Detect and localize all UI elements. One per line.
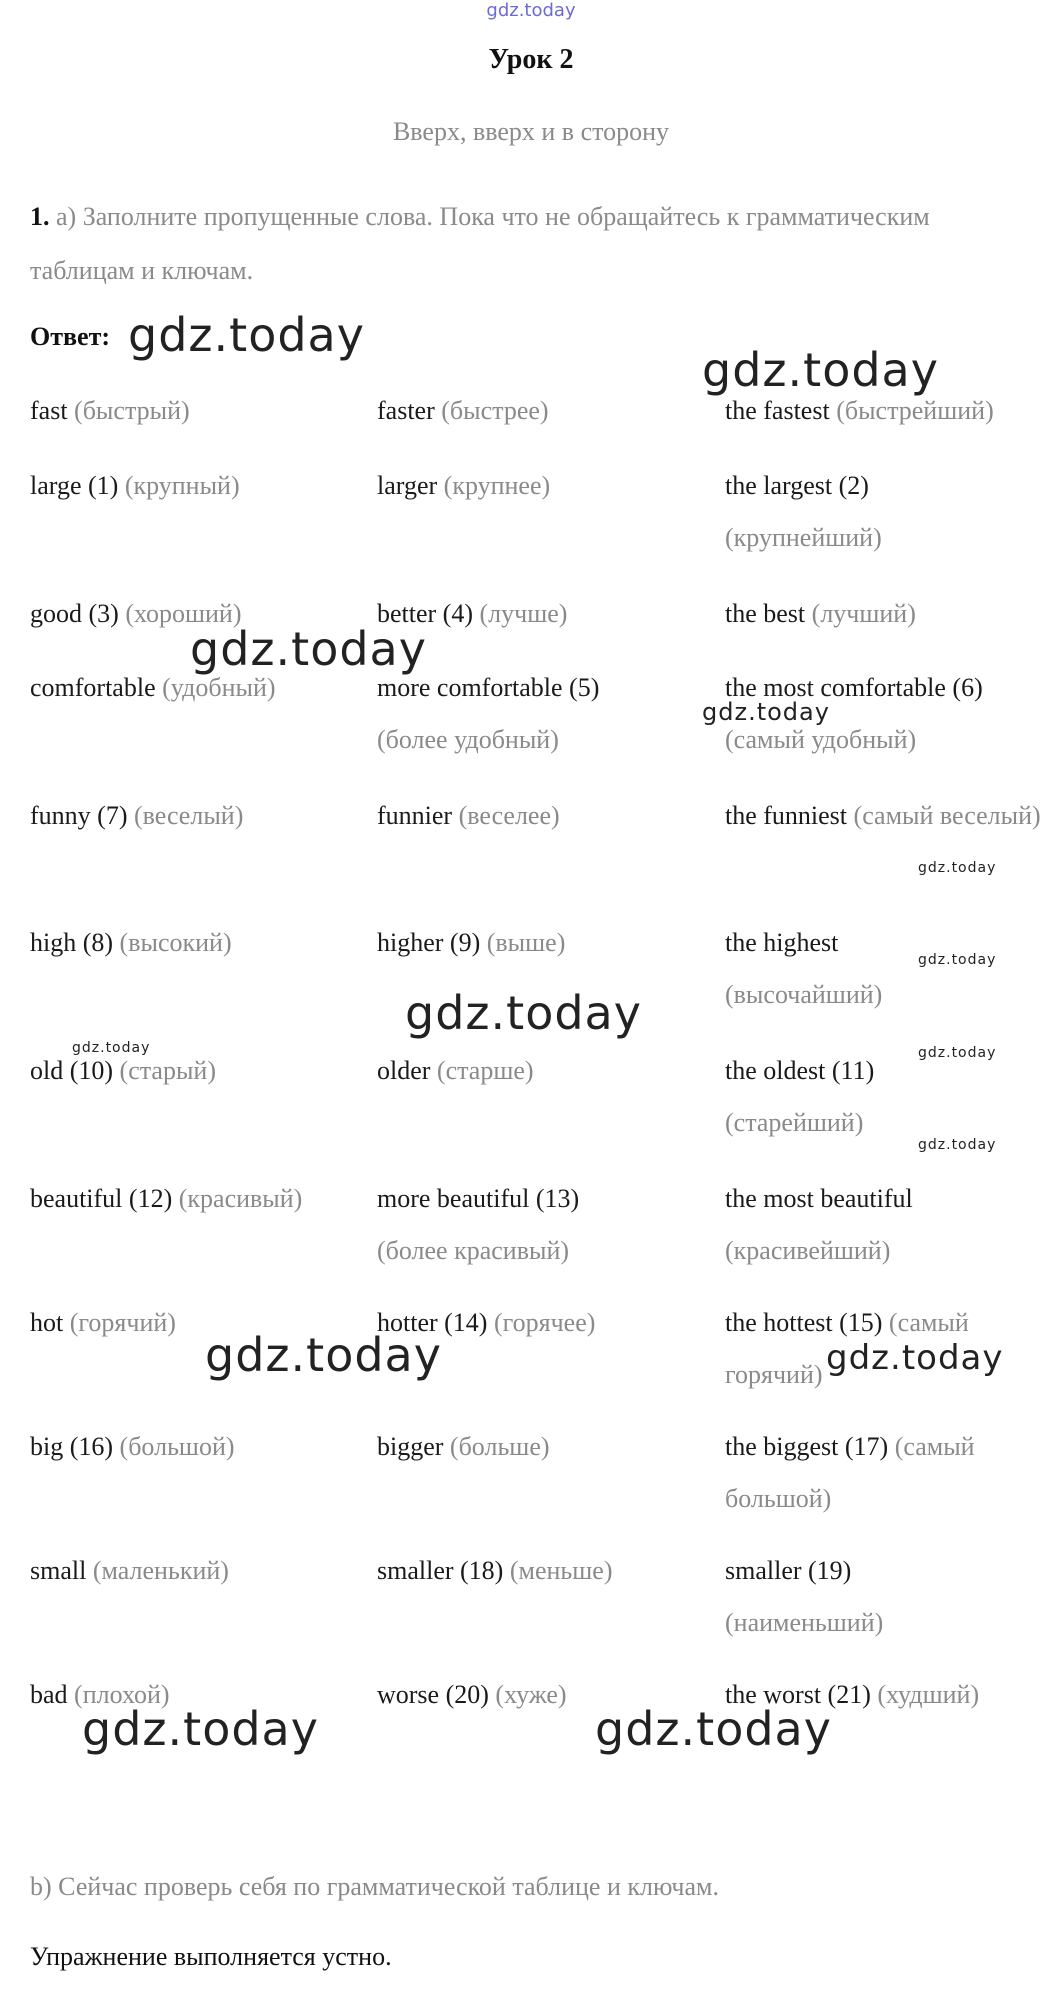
cell-comparative: larger (крупнее): [377, 471, 551, 500]
table-row: [30, 1421, 1050, 1513]
cell-comparative: hotter (14) (горячее): [377, 1308, 596, 1337]
watermark-overlay: gdz.today: [72, 1040, 151, 1056]
cell-superlative: the worst (21) (худший): [725, 1680, 980, 1709]
cell-superlative: the fastest (быстрейший): [725, 396, 994, 425]
cell-comparative: higher (9) (выше): [377, 928, 566, 957]
cell-comparative: worse (20) (хуже): [377, 1680, 567, 1709]
cell-comparative: bigger (больше): [377, 1432, 550, 1461]
cell-positive: big (16) (большой): [30, 1432, 235, 1461]
cell-positive: small (маленький): [30, 1556, 229, 1585]
watermark-overlay: gdz.today: [702, 343, 939, 397]
task-number: 1.: [30, 202, 50, 231]
watermark-overlay: gdz.today: [595, 1702, 832, 1756]
table-row: [30, 460, 1050, 552]
table-row: [30, 1173, 1050, 1265]
part-b-instruction: b) Сейчас проверь себя по грамматической таблице и ключам.: [30, 1872, 719, 1901]
cell-positive: large (1) (крупный): [30, 471, 240, 500]
cell-positive: beautiful (12) (красивый): [30, 1184, 303, 1213]
cell-superlative: the best (лучший): [725, 599, 916, 628]
watermark-overlay: gdz.today: [702, 698, 830, 726]
cell-comparative: faster (быстрее): [377, 396, 549, 425]
page-title: Урок 2: [488, 44, 574, 75]
cell-positive: old (10) (старый): [30, 1056, 217, 1085]
watermark-overlay: gdz.today: [405, 986, 642, 1040]
task-text: a) Заполните пропущенные слова. Пока что не обращайтесь к грамматическим таблицам и ключам.: [30, 202, 930, 285]
watermark-overlay: gdz.today: [128, 308, 365, 362]
cell-comparative: better (4) (лучше): [377, 599, 568, 628]
cell-comparative: smaller (18) (меньше): [377, 1556, 613, 1585]
cell-superlative: the largest (2) (крупнейший): [725, 471, 882, 552]
cell-positive: bad (плохой): [30, 1680, 170, 1709]
cell-superlative: the highest (высочайший): [725, 928, 883, 1009]
cell-positive: fast (быстрый): [30, 396, 190, 425]
watermark-overlay: gdz.today: [826, 1338, 1004, 1378]
table-row: [30, 1545, 1050, 1637]
watermark-overlay: gdz.today: [918, 860, 997, 876]
table-row: [30, 1045, 1050, 1137]
watermark-overlay: gdz.today: [918, 1137, 997, 1153]
cell-superlative: the biggest (17) (самый большой): [725, 1432, 975, 1513]
cell-positive: funny (7) (веселый): [30, 801, 244, 830]
cell-positive: comfortable (удобный): [30, 673, 276, 702]
table-row: [30, 588, 1050, 642]
watermark-overlay: gdz.today: [205, 1328, 442, 1382]
table-row: [30, 662, 1050, 754]
cell-positive: high (8) (высокий): [30, 928, 232, 957]
cell-superlative: smaller (19) (наименьший): [725, 1556, 884, 1637]
cell-superlative: the hottest (15) (самый горячий): [725, 1308, 969, 1389]
cell-superlative: the funniest (самый веселый): [725, 801, 1041, 830]
cell-superlative: the oldest (11) (старейший): [725, 1056, 875, 1137]
cell-superlative: the most comfortable (6) (самый удобный): [725, 673, 983, 754]
watermark-top: gdz.today: [486, 0, 576, 21]
cell-comparative: more comfortable (5) (более удобный): [377, 673, 600, 754]
cell-positive: good (3) (хороший): [30, 599, 242, 628]
cell-positive: hot (горячий): [30, 1308, 176, 1337]
task-statement: [30, 190, 1030, 298]
cell-comparative: funnier (веселее): [377, 801, 560, 830]
table-row: [30, 917, 1050, 1009]
watermark-overlay: gdz.today: [82, 1702, 319, 1756]
table-row: [30, 790, 1050, 844]
watermark-overlay: gdz.today: [918, 952, 997, 968]
cell-superlative: the most beautiful (красивейший): [725, 1184, 913, 1265]
page-subtitle: Вверх, вверх и в сторону: [392, 117, 670, 146]
answer-label: Ответ:: [30, 322, 111, 351]
cell-comparative: more beautiful (13) (более красивый): [377, 1184, 580, 1265]
oral-exercise-note: Упражнение выполняется устно.: [30, 1942, 392, 1971]
watermark-overlay: gdz.today: [918, 1045, 997, 1061]
cell-comparative: older (старше): [377, 1056, 534, 1085]
watermark-overlay: gdz.today: [190, 622, 427, 676]
